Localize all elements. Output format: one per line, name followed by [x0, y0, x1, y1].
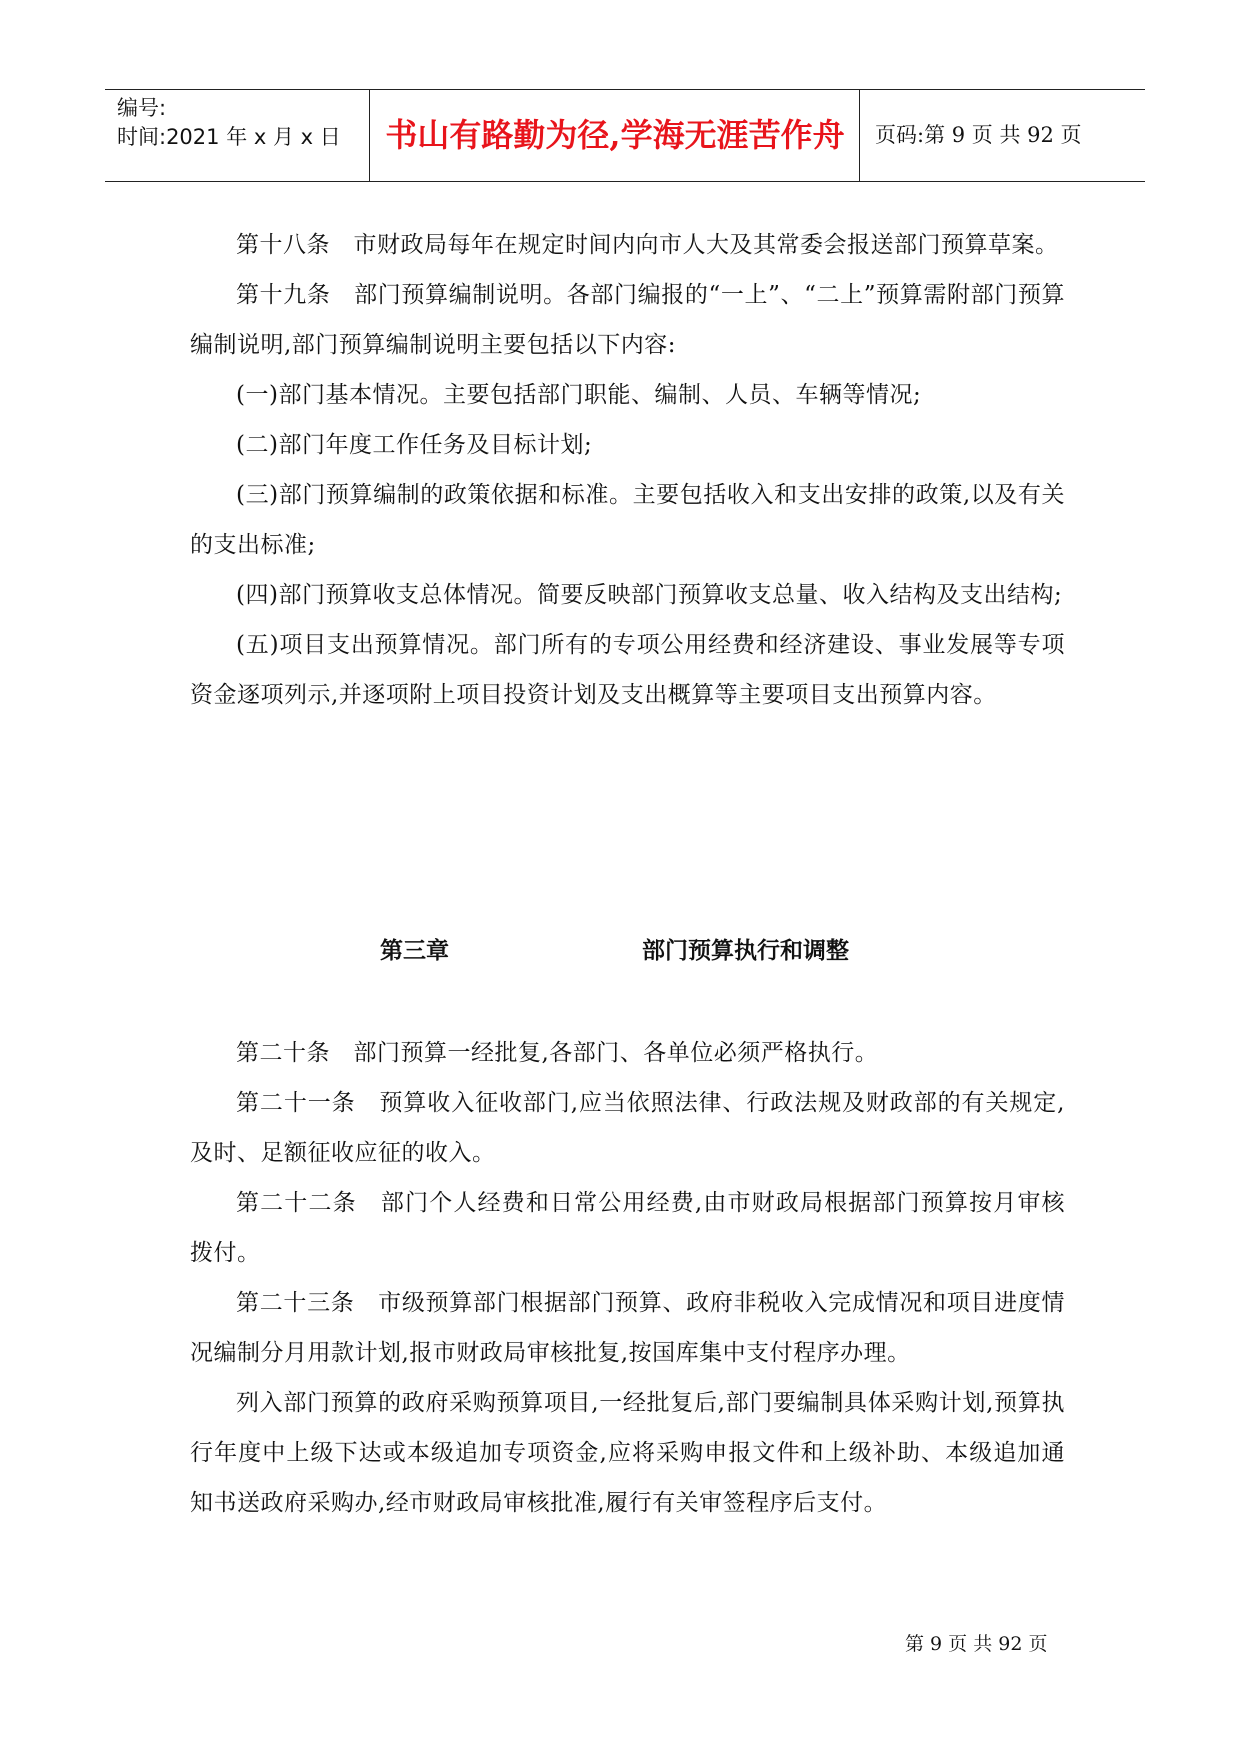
body-text-part1 [190, 220, 1065, 720]
list-item-4: (四)部门预算收支总体情况。简要反映部门预算收支总量、收入结构及支出结构; [236, 582, 1063, 608]
list-item-3: (三)部门预算编制的政策依据和标准。主要包括收入和支出安排的政策,以及有关的支出标准; [190, 482, 1065, 558]
list-item-5: (五)项目支出预算情况。部门所有的专项公用经费和经济建设、事业发展等专项资金逐项列示,并逐项附上项目投资计划及支出概算等主要项目支出预算内容。 [190, 632, 1065, 708]
header-motto: 书山有路勤为径,学海无涯苦作舟 [385, 116, 845, 154]
chapter-number: 第三章 [380, 938, 449, 964]
document-number-label: 编号: [117, 96, 167, 120]
header-meta [117, 94, 367, 152]
document-time-label: 时间:2021 年 x 月 x 日 [117, 125, 341, 149]
article-19: 第十九条 部门预算编制说明。各部门编报的“一上”、“二上”预算需附部门预算编制说明,部门预算编制说明主要包括以下内容: [190, 282, 1065, 358]
article-20: 第二十条 部门预算一经批复,各部门、各单位必须严格执行。 [236, 1040, 879, 1066]
article-21: 第二十一条 预算收入征收部门,应当依照法律、行政法规及财政部的有关规定,及时、足额征收应征的收入。 [190, 1090, 1065, 1166]
header-page-code: 页码:第 9 页 共 92 页 [875, 123, 1082, 147]
chapter-heading [190, 932, 1065, 972]
article-23: 第二十三条 市级预算部门根据部门预算、政府非税收入完成情况和项目进度情况编制分月用款计划,报市财政局审核批复,按国库集中支付程序办理。 [190, 1290, 1065, 1366]
list-item-2: (二)部门年度工作任务及目标计划; [236, 432, 593, 458]
document-header [105, 89, 1145, 182]
article-18: 第十八条 市财政局每年在规定时间内向市人大及其常委会报送部门预算草案。 [236, 232, 1059, 258]
header-divider [859, 90, 860, 181]
procurement-paragraph: 列入部门预算的政府采购预算项目,一经批复后,部门要编制具体采购计划,预算执行年度中上级下达或本级追加专项资金,应将采购申报文件和上级补助、本级追加通知书送政府采购办,经市财政局审核批准,履行有关审签程序后支付。 [190, 1390, 1065, 1516]
chapter-title: 部门预算执行和调整 [642, 938, 849, 964]
body-text-part2 [190, 1028, 1065, 1528]
header-divider [369, 90, 370, 181]
list-item-1: (一)部门基本情况。主要包括部门职能、编制、人员、车辆等情况; [236, 382, 922, 408]
article-22: 第二十二条 部门个人经费和日常公用经费,由市财政局根据部门预算按月审核拨付。 [190, 1190, 1065, 1266]
page-footer: 第 9 页 共 92 页 [905, 1633, 1048, 1655]
